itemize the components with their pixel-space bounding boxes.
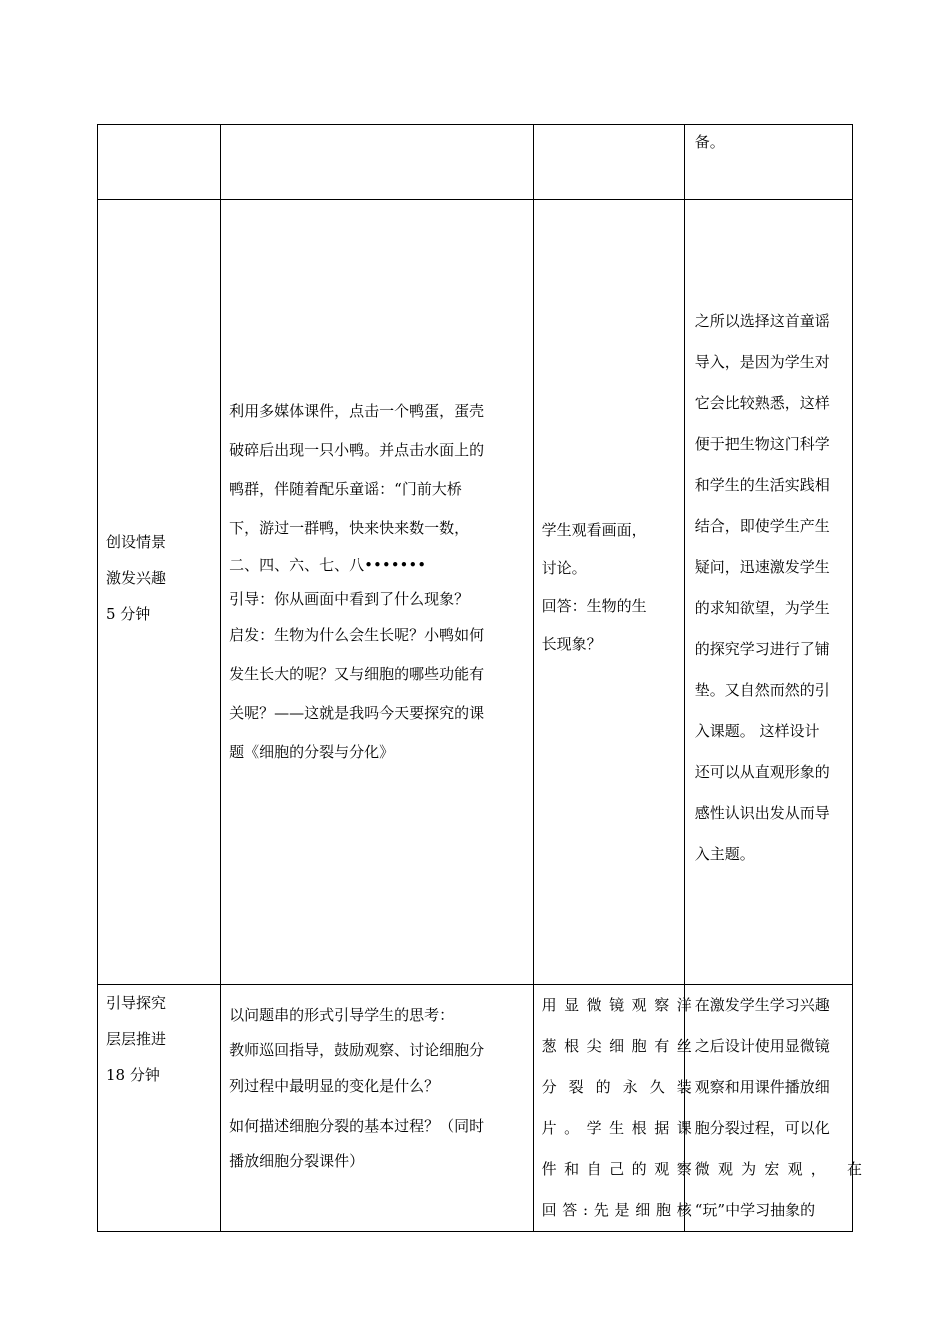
design-intent-line: 微观为宏观， 在 <box>694 1160 862 1178</box>
stage-duration: 5 分钟 <box>106 605 151 623</box>
design-intent-line: 垫。又自然而然的引 <box>694 681 830 699</box>
teacher-activity-line: 引导：你从画面中看到了什么现象？ <box>229 590 470 608</box>
student-activity-line: 用显微镜观察洋 <box>541 996 692 1014</box>
design-intent-line: 导入，是因为学生对 <box>694 353 830 371</box>
student-activity-line: 葱根尖细胞有丝 <box>541 1037 692 1055</box>
teacher-activity-line: 关呢？——这就是我吗今天要探究的课 <box>229 704 485 722</box>
design-intent-line: 便于把生物这门科学 <box>694 435 830 453</box>
teacher-activity-cell <box>221 125 533 200</box>
stage-line: 引导探究 <box>106 994 167 1012</box>
stage-line: 创设情景 <box>106 533 167 551</box>
design-intent-line: 之所以选择这首童谣 <box>694 312 830 330</box>
table-row <box>98 125 853 200</box>
student-activity-line: 回答:先是细胞核 <box>541 1201 692 1219</box>
design-intent-line: 它会比较熟悉，这样 <box>694 394 830 412</box>
design-intent-line: 备。 <box>694 133 725 151</box>
teacher-activity-line: 如何描述细胞分裂的基本过程？（同时 <box>229 1117 485 1135</box>
teacher-activity-line: 二、四、六、七、八••••••• <box>229 556 427 574</box>
teacher-activity-line: 播放细胞分裂课件） <box>229 1152 365 1170</box>
stage-cell <box>98 985 221 1232</box>
teacher-activity-line: 鸭群，伴随着配乐童谣：“门前大桥 <box>229 480 462 498</box>
teacher-activity-line: 发生长大的呢？又与细胞的哪些功能有 <box>229 665 485 683</box>
teacher-activity-line: 启发：生物为什么会生长呢？小鸭如何 <box>229 626 485 644</box>
design-intent-line: 感性认识出发从而导 <box>694 804 830 822</box>
stage-cell <box>98 125 221 200</box>
design-intent-line: 入课题。 这样设计 <box>694 722 820 740</box>
design-intent-line: 疑问，迅速激发学生 <box>694 558 830 576</box>
design-intent-line: 观察和用课件播放细 <box>694 1078 830 1096</box>
design-intent-cell <box>684 200 852 985</box>
design-intent-line: 结合，即使学生产生 <box>694 517 830 535</box>
student-activity-cell <box>533 985 692 1232</box>
student-activity-line: 件和自己的观察 <box>541 1160 692 1178</box>
design-intent-cell <box>684 125 852 200</box>
design-intent-cell <box>684 985 862 1232</box>
student-activity-line: 分裂的永久装 <box>541 1078 692 1096</box>
student-activity-line: 长现象？ <box>541 635 602 653</box>
design-intent-line: 在激发学生学习兴趣 <box>694 996 830 1014</box>
design-intent-line: 还可以从直观形象的 <box>694 763 830 781</box>
teacher-activity-line: 以问题串的形式引导学生的思考： <box>229 1006 455 1024</box>
student-activity-cell <box>533 200 684 985</box>
design-intent-line: 入主题。 <box>694 845 755 863</box>
student-activity-line: 回答：生物的生 <box>541 597 647 615</box>
stage-duration: 18 分钟 <box>106 1066 160 1084</box>
lesson-plan-table <box>97 124 862 1232</box>
student-activity-line: 学生观看画面， <box>541 521 647 539</box>
teacher-activity-cell <box>221 200 533 985</box>
design-intent-line: “玩”中学习抽象的 <box>694 1201 816 1219</box>
stage-cell <box>98 200 221 985</box>
design-intent-line: 和学生的生活实践相 <box>694 476 830 494</box>
teacher-activity-line: 题《细胞的分裂与分化》 <box>229 743 395 761</box>
table-row <box>98 200 853 985</box>
stage-line: 激发兴趣 <box>106 569 167 587</box>
student-activity-line: 讨论。 <box>541 559 587 577</box>
stage-line: 层层推进 <box>106 1030 167 1048</box>
teacher-activity-line: 教师巡回指导，鼓励观察、讨论细胞分 <box>229 1041 485 1059</box>
teacher-activity-line: 利用多媒体课件，点击一个鸭蛋，蛋壳 <box>229 402 485 420</box>
design-intent-line: 之后设计使用显微镜 <box>694 1037 830 1055</box>
design-intent-line: 的探究学习进行了铺 <box>694 640 830 658</box>
table-row <box>98 985 853 1232</box>
teacher-activity-line: 列过程中最明显的变化是什么？ <box>229 1077 440 1095</box>
design-intent-line: 胞分裂过程，可以化 <box>694 1119 830 1137</box>
design-intent-line: 的求知欲望，为学生 <box>694 599 830 617</box>
student-activity-line: 片。学生根据课 <box>541 1119 692 1137</box>
student-activity-cell <box>533 125 684 200</box>
teacher-activity-cell <box>221 985 533 1232</box>
teacher-activity-line: 破碎后出现一只小鸭。并点击水面上的 <box>229 441 485 459</box>
teacher-activity-line: 下，游过一群鸭，快来快来数一数， <box>229 519 470 537</box>
